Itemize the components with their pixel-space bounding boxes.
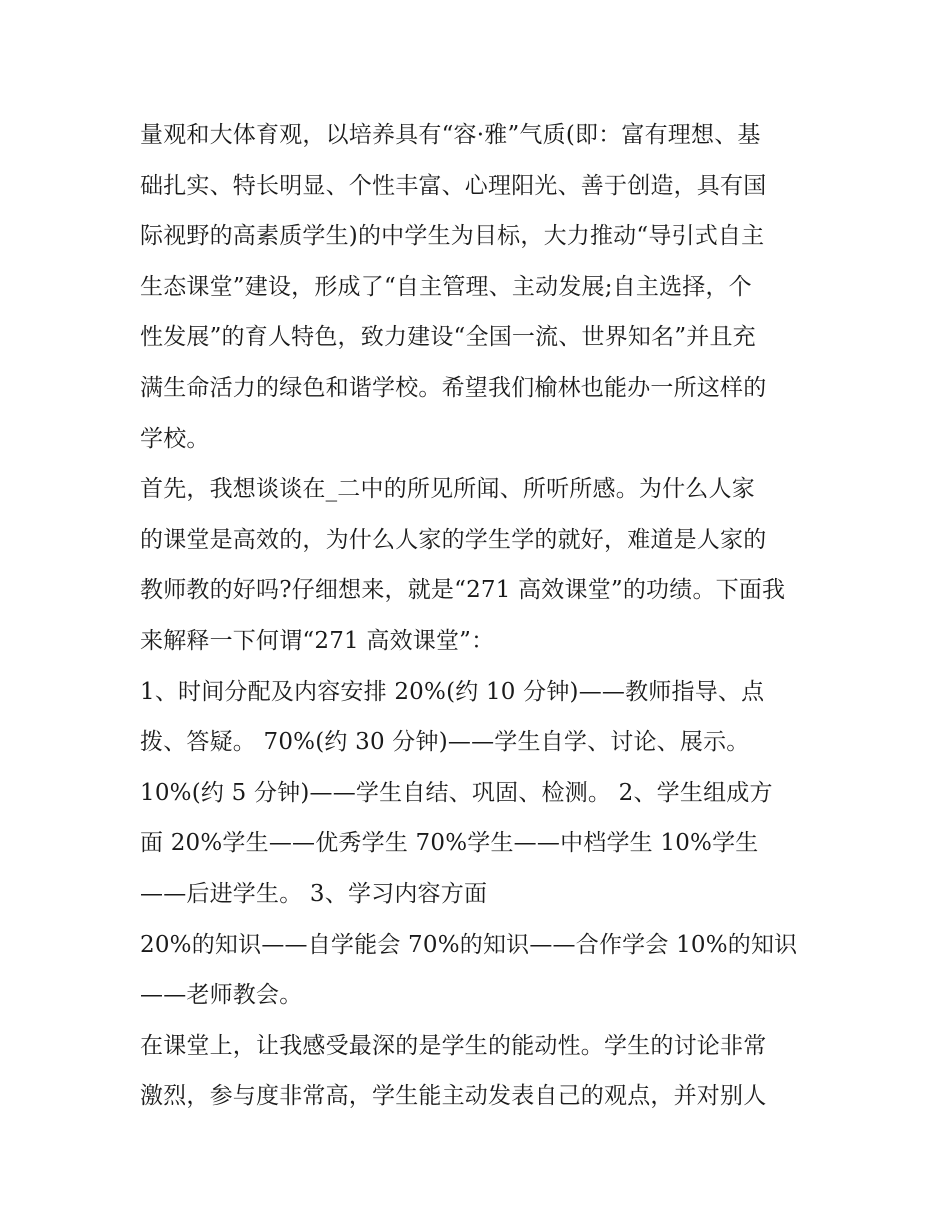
text-line: 在课堂上，让我感受最深的是学生的能动性。学生的讨论非常 (140, 1032, 767, 1059)
text-line: 生态课堂”建设，形成了“自主管理、主动发展;自主选择，个 (140, 273, 752, 300)
text-line: 面 20%学生——优秀学生 70%学生——中档学生 10%学生 (140, 830, 759, 857)
text-line: 满生命活力的绿色和谐学校。希望我们榆林也能办一所这样的 (140, 374, 767, 401)
text-line: 来解释一下何谓“271 高效课堂”： (140, 627, 495, 654)
text-line: 拨、答疑。 70%(约 30 分钟)——学生自学、讨论、展示。 (140, 729, 750, 756)
text-line: 20%的知识——自学能会 70%的知识——合作学会 10%的知识 (140, 931, 798, 958)
text-line: 激烈，参与度非常高，学生能主动发表自己的观点，并对别人 (140, 1083, 767, 1110)
text-line: 础扎实、特长明显、个性丰富、心理阳光、善于创造，具有国 (140, 172, 767, 199)
text-line: 的课堂是高效的，为什么人家的学生学的就好，难道是人家的 (140, 526, 767, 553)
text-line: 教师教的好吗?仔细想来，就是“271 高效课堂”的功绩。下面我 (140, 577, 786, 604)
text-line: 学校。 (140, 425, 210, 452)
body-text (140, 110, 820, 1122)
text-line: ——老师教会。 (140, 982, 303, 1009)
text-line: 1、时间分配及内容安排 20%(约 10 分钟)——教师指导、点 (140, 678, 765, 705)
text-line: 际视野的高素质学生)的中学生为目标，大力推动“导引式自主 (140, 223, 765, 250)
text-line: 首先，我想谈谈在_二中的所见所闻、所听所感。为什么人家 (140, 476, 755, 503)
text-line: ——后进学生。 3、学习内容方面 (140, 880, 488, 907)
text-line: 10%(约 5 分钟)——学生自结、巩固、检测。 2、学生组成方 (140, 779, 773, 806)
text-line: 性发展”的育人特色，致力建设“全国一流、世界知名”并且充 (140, 324, 756, 351)
text-line: 量观和大体育观，以培养具有“容·雅”气质(即：富有理想、基 (140, 122, 761, 148)
